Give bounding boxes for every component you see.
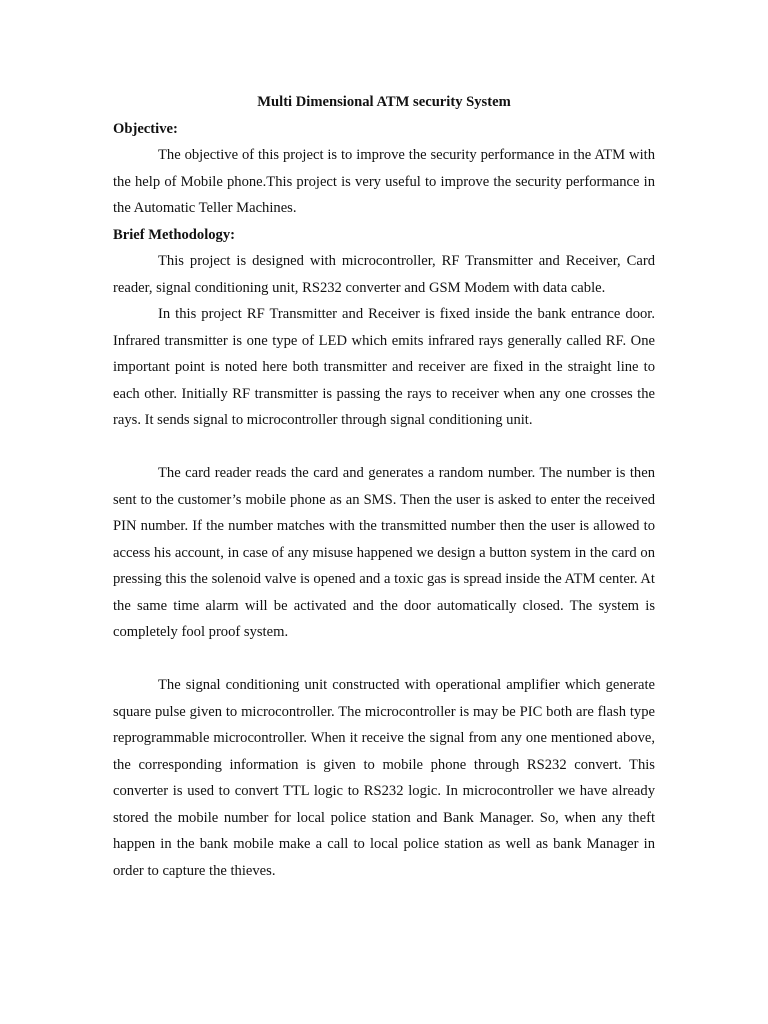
paragraph-gap [113, 434, 655, 461]
methodology-paragraph-2: In this project RF Transmitter and Receiver is fixed inside the bank entrance door. Infrared transmitter is one type of LED which emits infrared rays generally called RF. One important point is noted here both transmitter and receiver are fixed in the straight line to each other. Initially RF transmitter is passing the rays to receiver when any one crosses the rays. It sends signal to microcontroller through signal conditioning unit. [113, 306, 655, 428]
methodology-paragraph-1: This project is designed with microcontroller, RF Transmitter and Receiver, Card reader, signal conditioning unit, RS232 converter and GSM Modem with data cable. [113, 253, 655, 296]
paragraph-gap [113, 646, 655, 673]
section-heading-methodology: Brief Methodology: [113, 226, 235, 243]
objective-paragraph: The objective of this project is to improve the security performance in the ATM with the help of Mobile phone.This project is very useful to improve the security performance in the Automatic Teller Machines. [113, 147, 655, 216]
section-heading-objective: Objective: [113, 120, 178, 137]
document-title: Multi Dimensional ATM security System [257, 94, 511, 110]
document-body [113, 89, 655, 884]
methodology-paragraph-4: The signal conditioning unit constructed with operational amplifier which generate square pulse given to microcontroller. The microcontroller is may be PIC both are flash type reprogrammable microcontroller. When it receive the signal from any one mentioned above, the corresponding information is given to mobile phone through RS232 convert. This converter is used to convert TTL logic to RS232 logic. In microcontroller we have already stored the mobile number for local police station and Bank Manager. So, when any theft happen in the bank mobile make a call to local police station as well as bank Manager in order to capture the thieves. [113, 677, 655, 879]
methodology-paragraph-3: The card reader reads the card and generates a random number. The number is then sent to the customer’s mobile phone as an SMS. Then the user is asked to enter the received PIN number. If the number matches with the transmitted number then the user is allowed to access his account, in case of any misuse happened we design a button system in the card on pressing this the solenoid valve is opened and a toxic gas is spread inside the ATM center. At the same time alarm will be activated and the door automatically closed. The system is completely fool proof system. [113, 465, 655, 640]
